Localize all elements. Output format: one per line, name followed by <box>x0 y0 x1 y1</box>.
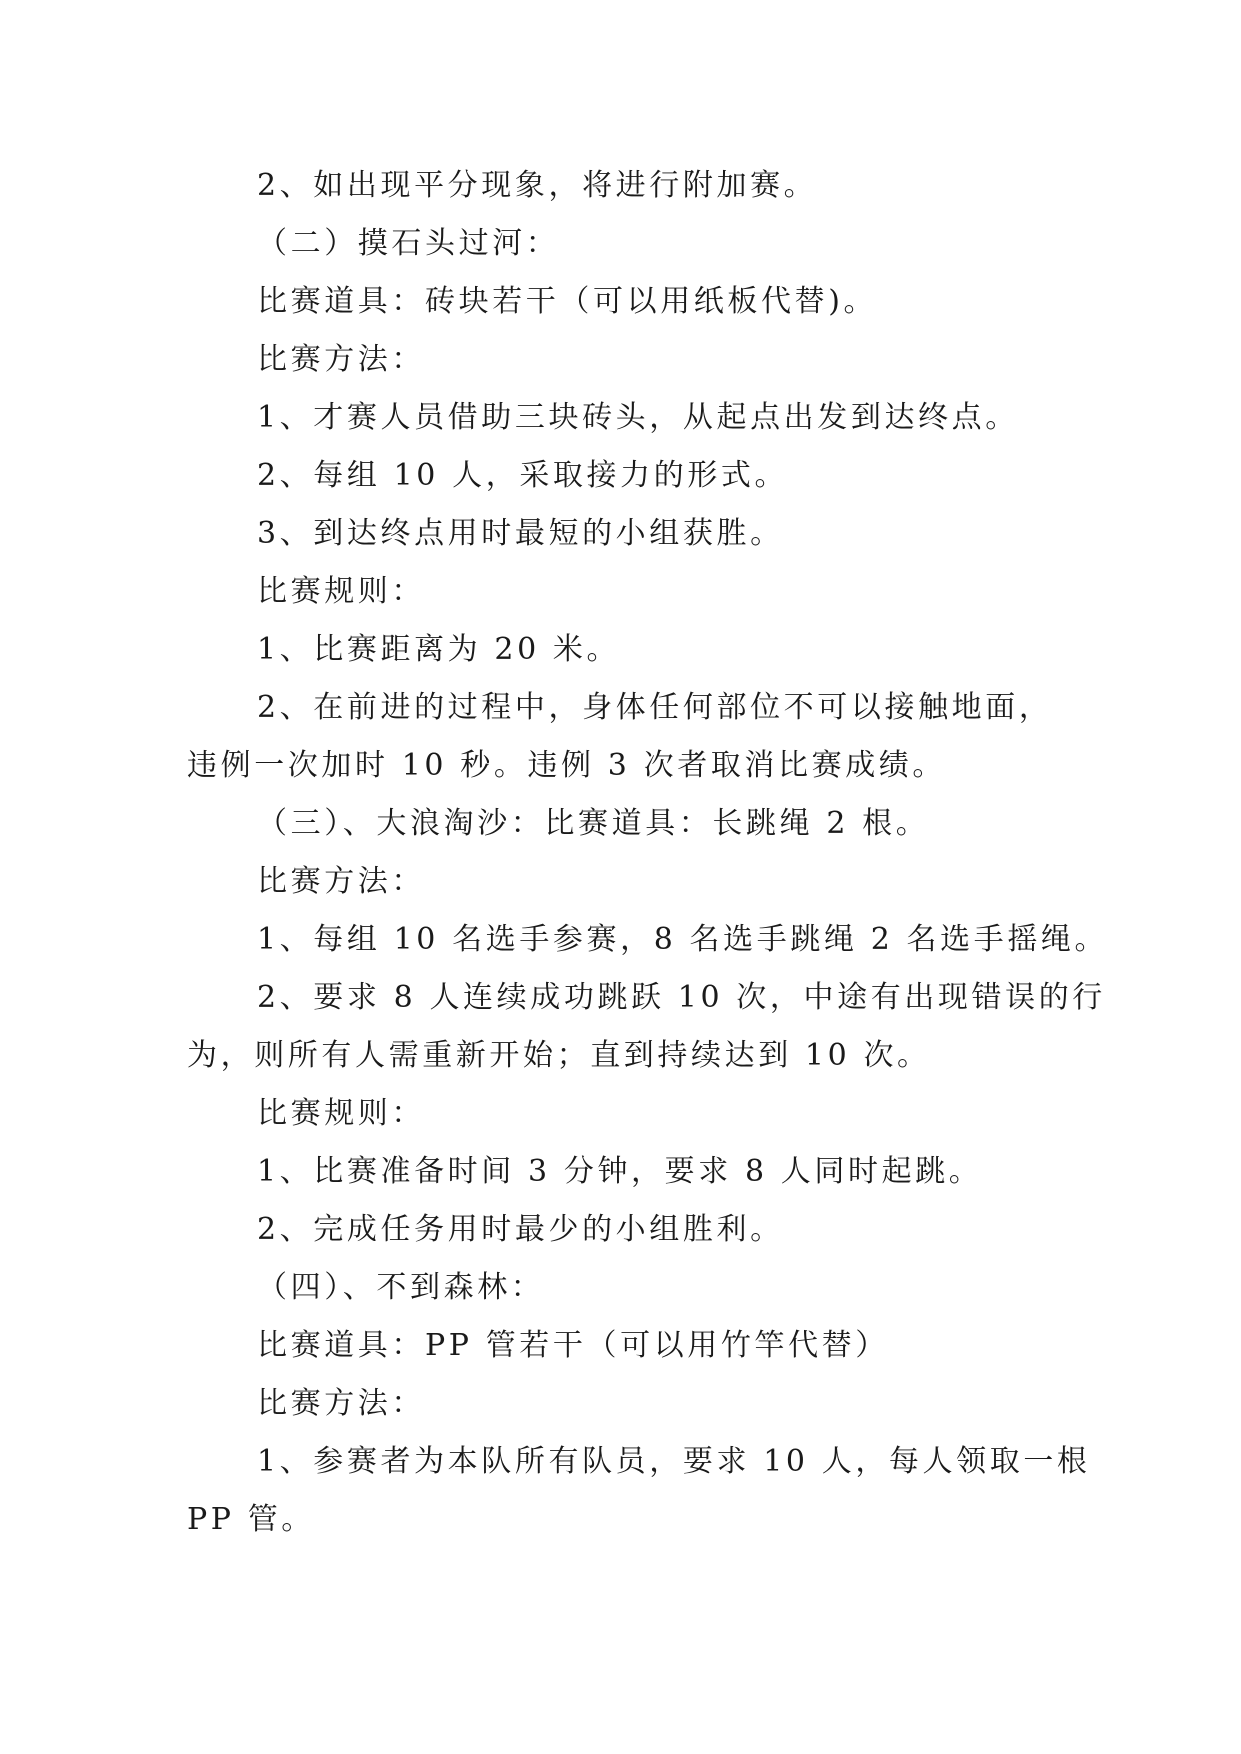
method-heading-4: 比赛方法： <box>257 1386 425 1421</box>
method-item-2-2: 2、每组 10 人，采取接力的形式。 <box>257 458 789 493</box>
section-heading-3: （三）、大浪淘沙：比赛道具：长跳绳 2 根。 <box>257 806 930 841</box>
rule-item-2-1: 1、比赛距离为 20 米。 <box>257 632 621 667</box>
section-heading-2: （二）摸石头过河： <box>257 226 560 261</box>
rules-heading-2: 比赛规则： <box>257 574 425 609</box>
method-heading-3: 比赛方法： <box>257 864 425 899</box>
rule-item-tiebreak: 2、如出现平分现象，将进行附加赛。 <box>257 168 818 203</box>
rule-item-2-2: 2、在前进的过程中，身体任何部位不可以接触地面， <box>257 690 1053 725</box>
method-item-2-3: 3、到达终点用时最短的小组获胜。 <box>257 516 784 551</box>
equipment-line-4: 比赛道具：PP 管若干（可以用竹竿代替） <box>257 1328 889 1363</box>
method-item-2-1: 1、才赛人员借助三块砖头，从起点出发到达终点。 <box>257 400 1019 435</box>
method-item-4-1-continued: PP 管。 <box>187 1502 315 1537</box>
method-item-4-1: 1、参赛者为本队所有队员，要求 10 人，每人领取一根 <box>257 1444 1091 1479</box>
equipment-line-2: 比赛道具：砖块若干（可以用纸板代替)。 <box>257 284 878 319</box>
method-item-3-2: 2、要求 8 人连续成功跳跃 10 次，中途有出现错误的行 <box>257 980 1106 1015</box>
section-heading-4: （四）、不到森林： <box>257 1270 545 1305</box>
rule-item-2-2-continued: 违例一次加时 10 秒。违例 3 次者取消比赛成绩。 <box>187 748 947 783</box>
rule-item-3-1: 1、比赛准备时间 3 分钟，要求 8 人同时起跳。 <box>257 1154 983 1189</box>
rules-heading-3: 比赛规则： <box>257 1096 425 1131</box>
rule-item-3-2: 2、完成任务用时最少的小组胜利。 <box>257 1212 784 1247</box>
method-item-3-2-continued: 为，则所有人需重新开始；直到持续达到 10 次。 <box>187 1038 931 1073</box>
method-item-3-1: 1、每组 10 名选手参赛，8 名选手跳绳 2 名选手摇绳。 <box>257 922 1109 957</box>
method-heading-2: 比赛方法： <box>257 342 425 377</box>
